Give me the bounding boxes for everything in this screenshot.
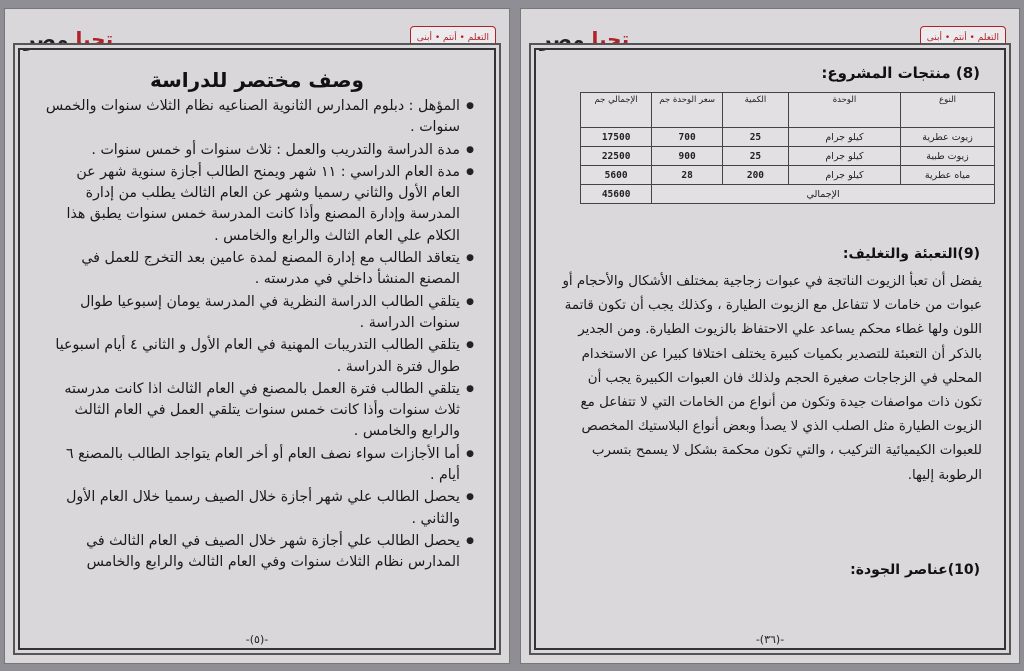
total-value: 45600 <box>581 185 652 204</box>
section-heading-packaging: (9)التعبئة والتغليف: <box>842 246 980 262</box>
table-header: الكمية <box>722 93 788 128</box>
table-row: زيوت طبية كيلو جرام 25 900 22500 <box>581 147 995 166</box>
study-description-list <box>44 96 474 575</box>
table-header: الوحدة <box>788 93 900 128</box>
right-page <box>520 8 1020 664</box>
table-header-row <box>581 93 995 128</box>
list-item: ● المؤهل : دبلوم المدارس الثانوية الصناعيه نظام الثلاث سنوات والخمس سنوات . <box>44 96 474 139</box>
left-page <box>4 8 510 664</box>
products-table <box>580 92 995 204</box>
list-item: ● يتلقي الطالب الدراسة النظرية في المدرسة يومان إسبوعيا طوال سنوات الدراسة . <box>44 292 474 335</box>
table-row: مياه عطرية كيلو جرام 200 28 5600 <box>581 166 995 185</box>
list-item: ● يتلقي الطالب فترة العمل بالمصنع في العام الثالث اذا كانت مدرسته ثلاث سنوات وأذا كانت خمس سنوات يتلقي العمل في العام الثالث والرابع والخامس . <box>44 379 474 443</box>
tahya-misr-logo: تحيا مصر <box>540 27 630 51</box>
total-label: الإجمالي <box>652 185 995 204</box>
section-heading-products: (8) منتجات المشروع: <box>821 64 980 82</box>
list-item: ● مدة العام الدراسي : ١١ شهر ويمنح الطالب أجازة سنوية شهر عن العام الأول والثاني رسميا وشهر عن العام الثالث يطلب من إدارة المدرسة وإدارة المصنع وأذا كانت المدرسة خمس سنوات يطبق هذا الكلام علي العام الثالث والرابع والخامس . <box>44 162 474 247</box>
table-row: زيوت عطرية كيلو جرام 25 700 17500 <box>581 128 995 147</box>
list-item: ● يحصل الطالب علي شهر أجازة خلال الصيف رسميا خلال العام الأول والثاني . <box>44 487 474 530</box>
section-heading-quality: (10)عناصر الجودة: <box>850 562 980 578</box>
list-item: ● يتعاقد الطالب مع إدارة المصنع لمدة عامين بعد التخرج للعمل في المصنع المنشأ داخلي في مدرسته . <box>44 248 474 291</box>
table-total-row <box>581 185 995 204</box>
packaging-paragraph: يفضل أن تعبأ الزيوت الناتجة في عبوات زجاجية بمختلف الأشكال والأحجام أو عبوات من خامات لا تتفاعل مع الزيوت الطيارة ، وكذلك يجب أن تكون قاتمة اللون ولها غطاء محكم يساعد علي الاحتفاظ بالزيوت الطيارة. ومن الجدير بالذكر أن التعبئة للتصدير بكميات كبيرة يختلف اختلافا كبيرا عن الاستخدام المحلي في الزجاجات صغيرة الحجم ولذلك فان العبوات الكبيرة يجب أن تكون ذات مواصفات جيدة وتكون من أنواع من الخامات التي لا تتفاعل مع الزيوت الطيارة مثل الصلب الذي لا يصدأ وبعض أنواع البلاستيك المخصص للعبوات الكيميائية التركيب ، والتي تكون محكمة بشكل لا يسمح بتسرب الرطوبة إليها. <box>562 274 982 483</box>
list-item: ● أما الأجازات سواء نصف العام أو أخر العام يتواجد الطالب بالمصنع ٦ أيام . <box>44 444 474 487</box>
table-header: النوع <box>901 93 995 128</box>
table-header: سعر الوحدة جم <box>652 93 723 128</box>
table-header: الإجمالي جم <box>581 93 652 128</box>
page-number: -(٥)- <box>245 633 269 646</box>
list-item: ● يتلقي الطالب التدريبات المهنية في العام الأول و الثاني ٤ أيام اسبوعيا طوال فترة الدراسة . <box>44 335 474 378</box>
page-number: -(٣٦)- <box>755 633 785 646</box>
motto-badge: التعلم • أنتم • أبنى <box>410 26 496 50</box>
tahya-misr-logo: تحيا مصر <box>24 27 114 51</box>
list-item: ● يحصل الطالب علي أجازة شهر خلال الصيف في العام الثالث في المدارس نظام الثلاث سنوات وفي العام الثالث والرابع والخامس <box>44 531 474 574</box>
list-item: ● مدة الدراسة والتدريب والعمل : ثلاث سنوات أو خمس سنوات . <box>44 140 474 161</box>
motto-badge: التعلم • أنتم • أبنى <box>920 26 1006 50</box>
page-title: وصف مختصر للدراسة <box>149 68 364 92</box>
